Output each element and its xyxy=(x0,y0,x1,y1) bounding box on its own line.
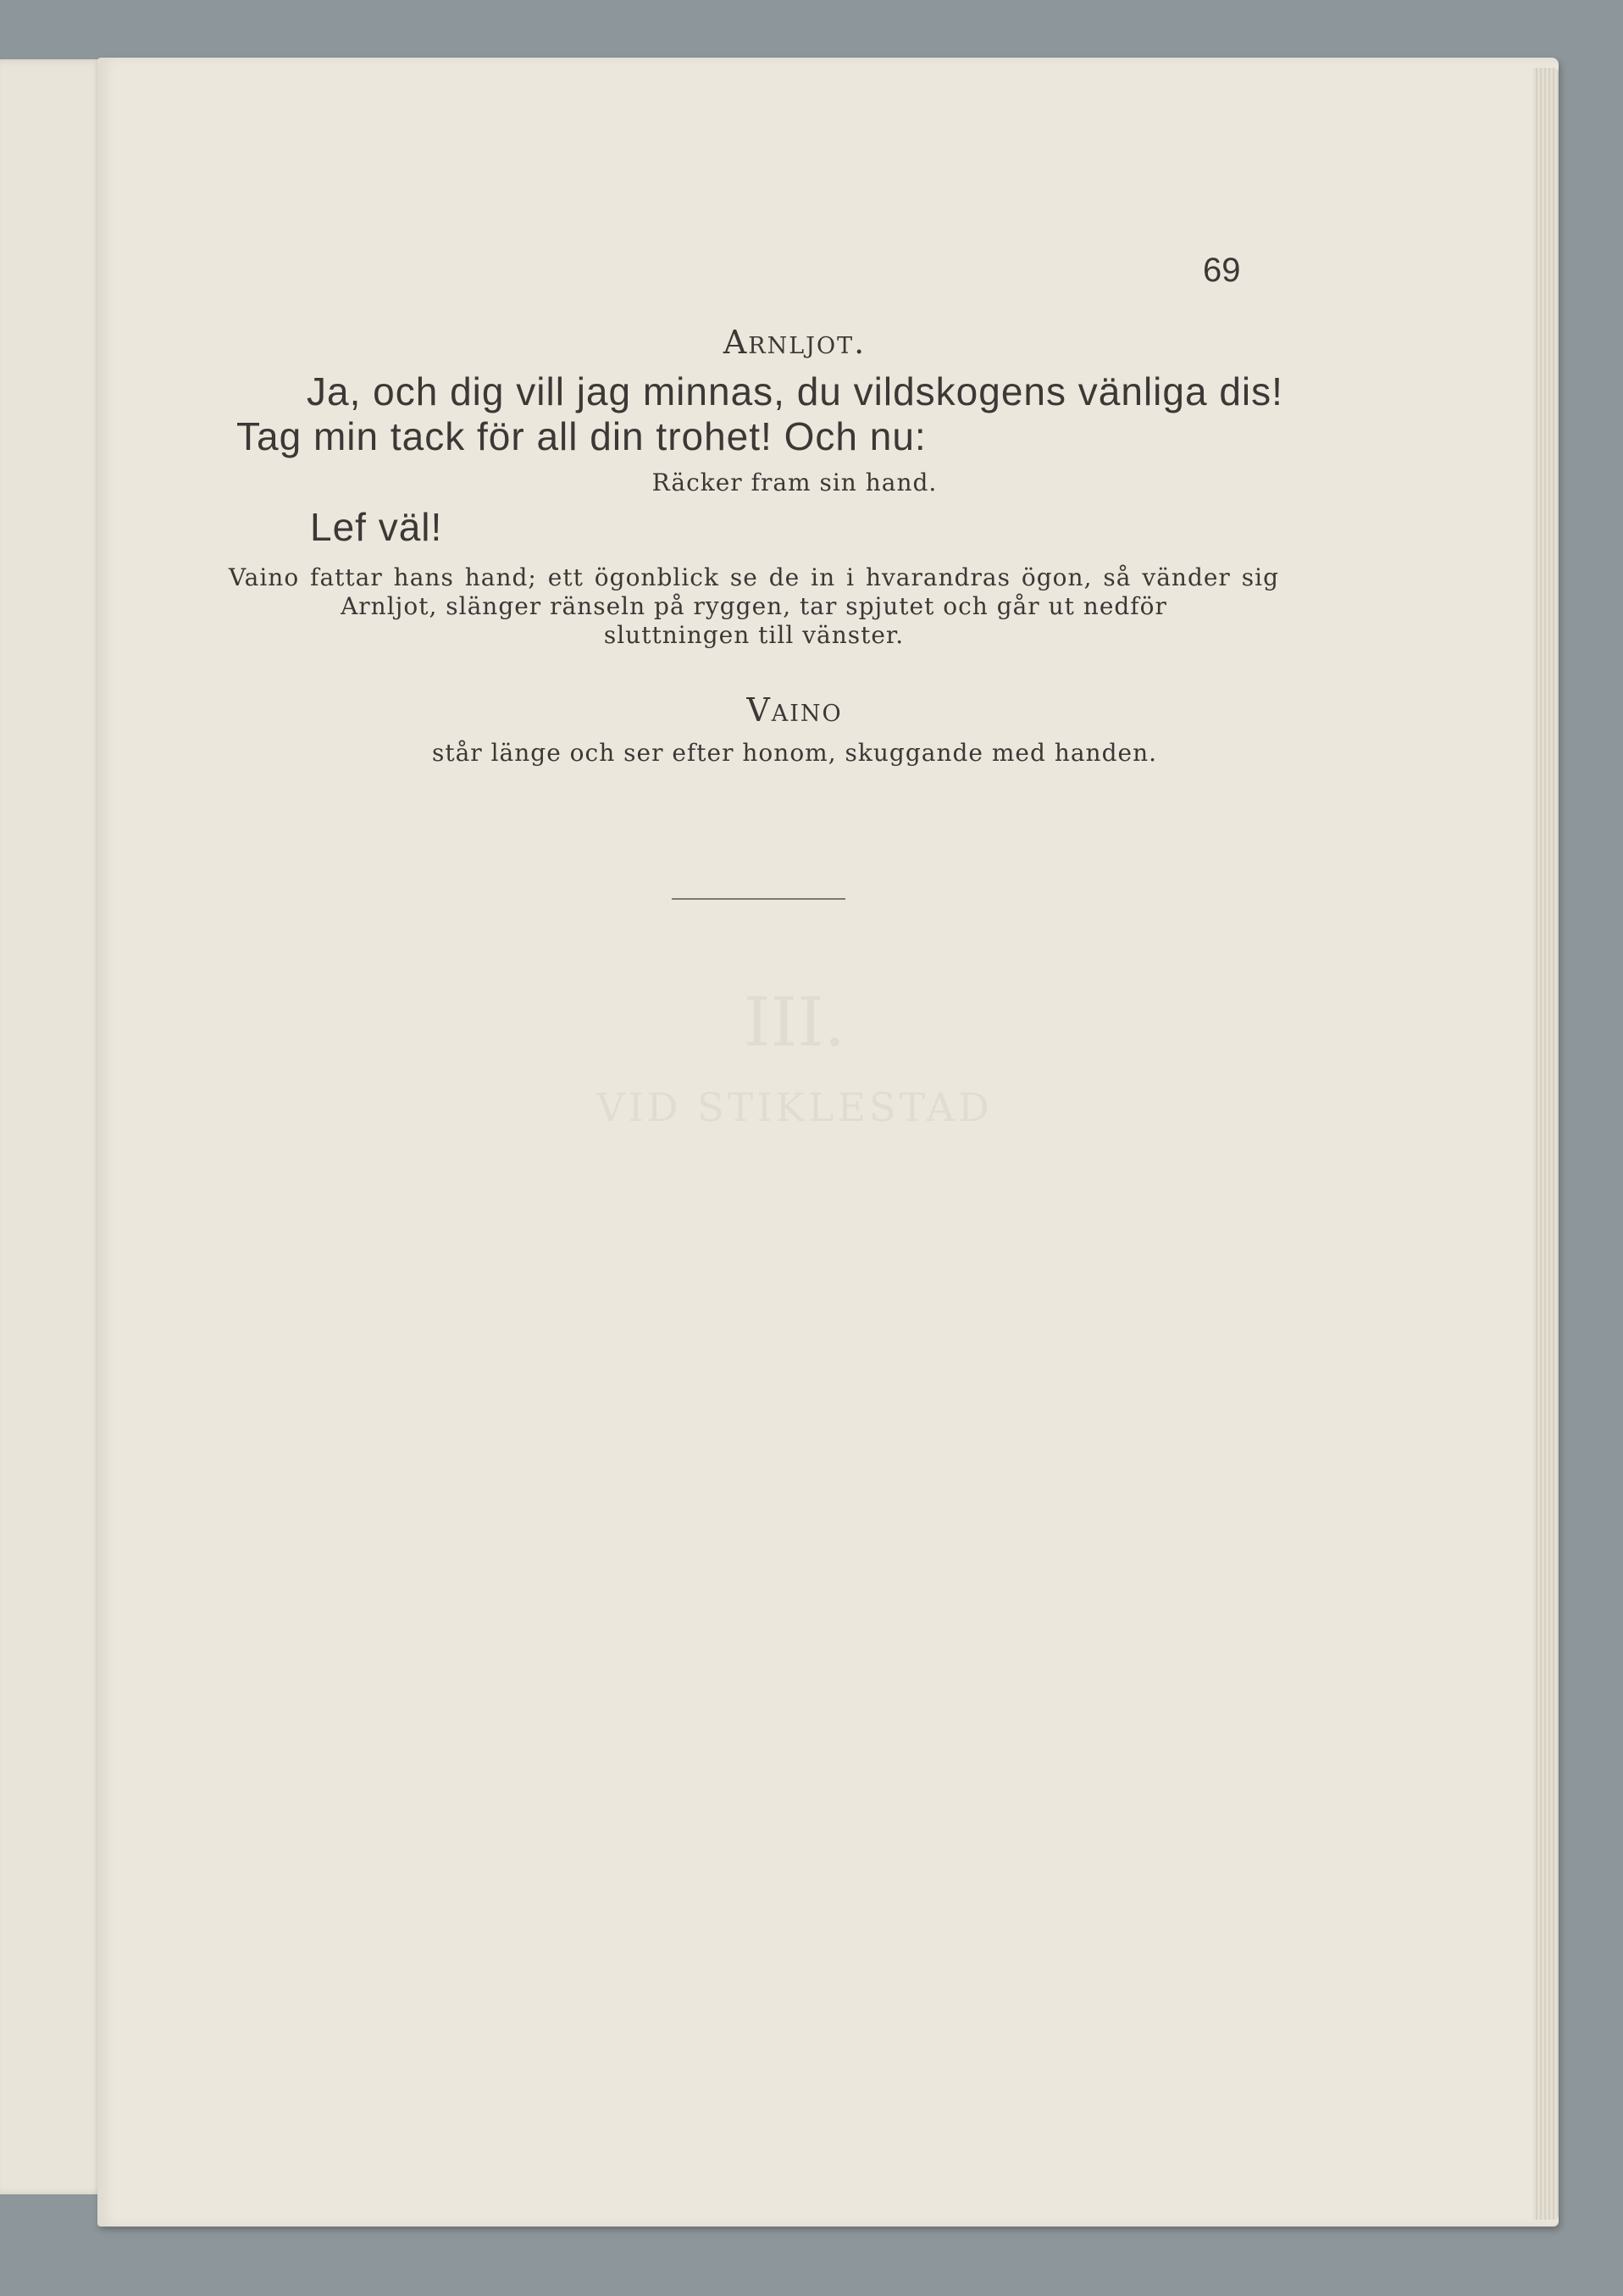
stage-direction-block xyxy=(229,563,1279,650)
verse-line-3: Lef väl! xyxy=(310,505,443,549)
verse-line-2: Tag min tack för all din trohet! Och nu: xyxy=(236,414,927,458)
stage-direction-2: står länge och ser efter honom, skuggande med handen. xyxy=(431,739,1158,767)
page-number: 69 xyxy=(1203,252,1241,289)
verse-line-1: Ja, och dig vill jag minnas, du vildskogens vänliga dis! xyxy=(307,369,1283,413)
speaker-name-arnljot: Arnljot. xyxy=(723,324,867,361)
stage-direction-line-2: Arnljot, slänger ränseln på ryggen, tar spjutet och går ut nedför xyxy=(341,592,1167,620)
stage-direction-line-3: sluttningen till vänster. xyxy=(603,621,905,649)
show-through-text-1: III. xyxy=(743,983,846,1062)
section-divider xyxy=(672,898,845,900)
speaker-name-vaino: Vaino xyxy=(746,691,843,729)
stage-direction-line-1: Vaino fattar hans hand; ett ögonblick se de in i hvarandras ögon, så vänder sig xyxy=(229,563,1279,591)
show-through-text-2: VID STIKLESTAD xyxy=(596,1084,993,1130)
stage-direction-1: Räcker fram sin hand. xyxy=(651,469,938,496)
page-edges xyxy=(1533,68,1559,2220)
